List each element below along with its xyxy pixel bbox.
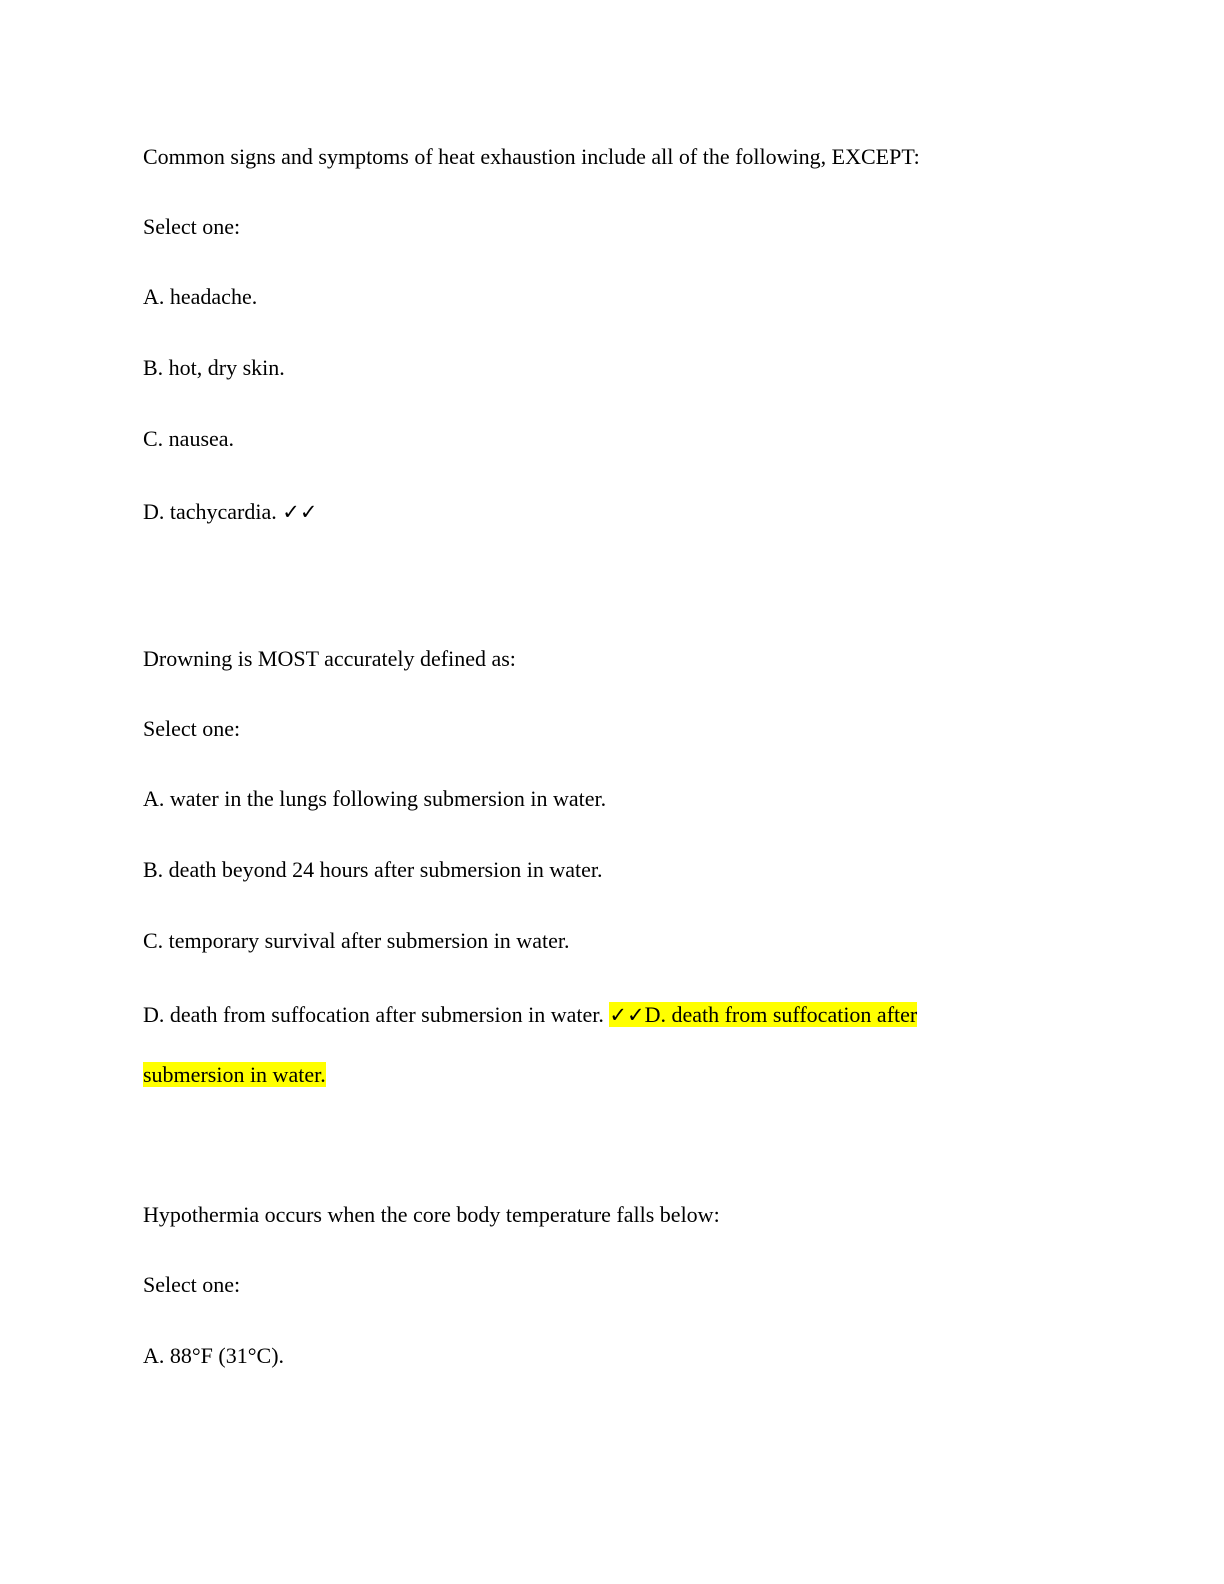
question-2-select-label: Select one: [143,716,241,741]
question-1-option-b: B. hot, dry skin. [143,355,285,380]
question-2-option-c: C. temporary survival after submersion in water. [143,928,570,953]
question-3-select-label: Select one: [143,1272,241,1297]
question-1-option-c: C. nausea. [143,426,235,451]
question-1-option-a: A. headache. [143,284,258,309]
question-3-prompt: Hypothermia occurs when the core body temperature falls below: [143,1202,720,1227]
question-1-option-d-row [143,498,317,526]
question-3-option-a: A. 88°F (31°C). [143,1343,285,1368]
question-2-option-a: A. water in the lungs following submersion in water. [143,786,607,811]
answer-highlight-text-line-2: submersion in water. [143,1062,326,1087]
answer-highlight [609,1002,917,1027]
answer-check-icon: ✓✓ [282,500,318,524]
answer-check-icon: ✓✓ [609,1003,645,1027]
question-2-option-b: B. death beyond 24 hours after submersion in water. [143,857,603,882]
answer-highlight-text-line-1: D. death from suffocation after [644,1002,918,1027]
question-2-option-d-row [143,1001,917,1029]
question-2-prompt: Drowning is MOST accurately defined as: [143,646,516,671]
question-1-select-label: Select one: [143,214,241,239]
question-2-option-d: D. death from suffocation after submersion in water. [143,1002,604,1027]
question-2-answer-continuation [143,1061,326,1089]
question-1-prompt: Common signs and symptoms of heat exhaustion include all of the following, EXCEPT: [143,144,920,169]
question-1-option-d: D. tachycardia. [143,499,277,524]
